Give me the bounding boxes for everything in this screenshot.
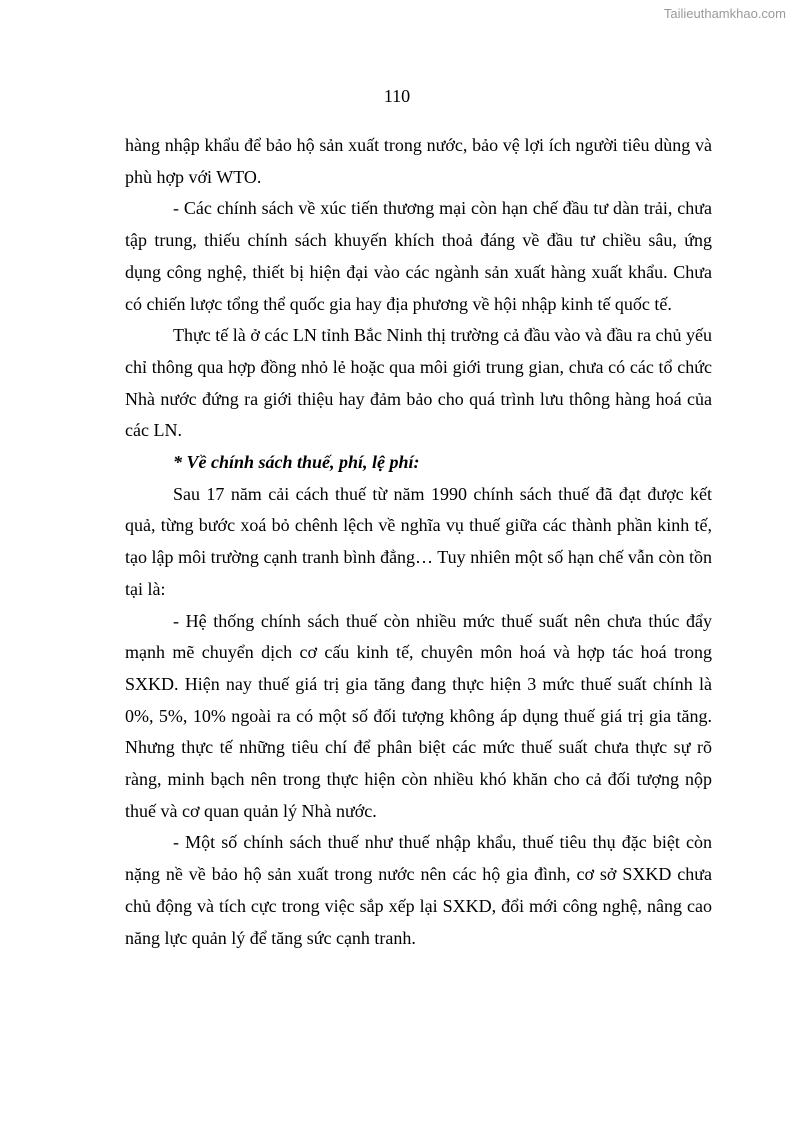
paragraph-continuation: hàng nhập khẩu để bảo hộ sản xuất trong nước, bảo vệ lợi ích người tiêu dùng và phù hợp với WTO. — [125, 135, 712, 187]
page-number: 110 — [383, 86, 411, 106]
watermark: Tailieuthamkhao.com — [663, 6, 786, 21]
paragraph-tax-reform: Sau 17 năm cải cách thuế từ năm 1990 chính sách thuế đã đạt được kết quả, từng bước xoá bỏ chênh lệch về nghĩa vụ thuế giữa các thành phần kinh tế, tạo lập môi trường cạnh tranh bình đẳng… Tuy nhiên một số hạn chế vẫn còn tồn tại là: — [125, 483, 712, 599]
paragraph-import-tax: - Một số chính sách thuế như thuế nhập khẩu, thuế tiêu thụ đặc biệt còn nặng nề về bảo hộ sản xuất trong nước nên các hộ gia đình, cơ sở SXKD chưa chủ động và tích cực trong việc sắp xếp lại SXKD, đổi mới công nghệ, nâng cao năng lực quản lý để tăng sức cạnh tranh. — [125, 832, 712, 948]
paragraph-market-reality: Thực tế là ở các LN tỉnh Bắc Ninh thị trường cả đầu vào và đầu ra chủ yếu chỉ thông qua hợp đồng nhỏ lẻ hoặc qua môi giới trung gian, chưa có các tổ chức Nhà nước đứng ra giới thiệu hay đảm bảo cho quá trình lưu thông hàng hoá của các LN. — [125, 325, 712, 441]
paragraph-trade-promotion: - Các chính sách về xúc tiến thương mại còn hạn chế đầu tư dàn trải, chưa tập trung, thiếu chính sách khuyến khích thoả đáng về đầu tư chiều sâu, ứng dụng công nghệ, thiết bị hiện đại vào các ngành sản xuất hàng xuất khẩu. Chưa có chiến lược tổng thể quốc gia hay địa phương về hội nhập kinh tế quốc tế. — [125, 198, 712, 314]
paragraph-tax-rates: - Hệ thống chính sách thuế còn nhiều mức thuế suất nên chưa thúc đẩy mạnh mẽ chuyển dịch cơ cấu kinh tế, chuyên môn hoá và hợp tác hoá trong SXKD. Hiện nay thuế giá trị gia tăng đang thực hiện 3 mức thuế suất chính là 0%, 5%, 10% ngoài ra có một số đối tượng không áp dụng thuế giá trị gia tăng. Nhưng thực tế những tiêu chí để phân biệt các mức thuế suất chưa thực sự rõ ràng, minh bạch nên trong thực hiện còn nhiều khó khăn cho cả đối tượng nộp thuế và cơ quan quản lý Nhà nước. — [125, 610, 712, 821]
document-body — [125, 130, 712, 954]
section-heading-tax-policy: * Về chính sách thuế, phí, lệ phí: — [173, 452, 420, 473]
